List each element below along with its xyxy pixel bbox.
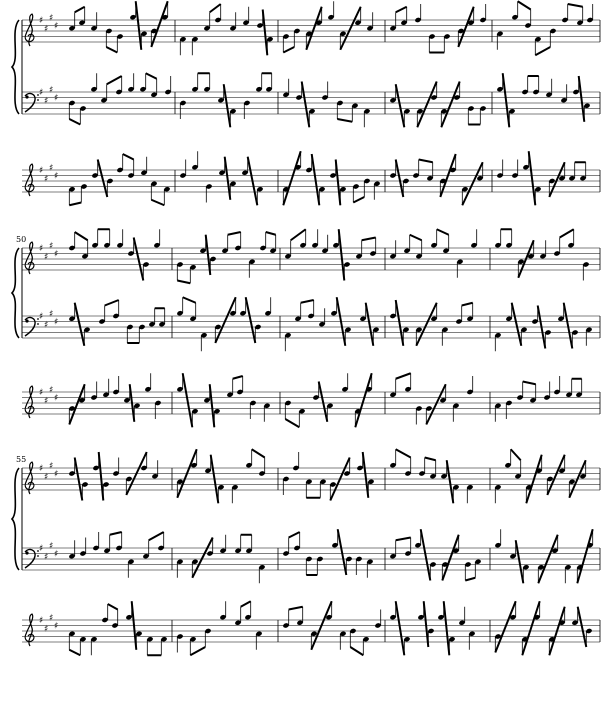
note-beam [424,601,429,647]
sharp-icon: ♯ [49,385,54,396]
note-beam [419,160,433,163]
note-beam [210,4,221,12]
note-beam [69,650,80,656]
sharp-icon: ♯ [44,552,49,563]
sharp-icon: ♯ [39,16,44,26]
note-beam [283,47,294,53]
note-beam [462,162,482,205]
sharp-icon: ♯ [39,616,44,626]
note-beam [98,160,108,198]
note-beam [396,601,405,655]
sharp-icon: ♯ [39,166,44,176]
note-beam [177,281,190,284]
sharp-icon: ♯ [44,320,49,331]
note-beam [99,452,104,501]
staff [22,297,600,351]
note-beam [123,154,134,160]
sharp-icon: ♯ [49,461,54,472]
note-beam [410,235,422,241]
note-beam [75,232,88,240]
note-beam [233,376,243,379]
note-beam [396,84,405,127]
note-beam [285,419,299,427]
sharp-icon: ♯ [44,174,49,185]
sharp-icon: ♯ [54,171,59,182]
note-beam [577,529,592,583]
note-beam [151,200,164,206]
note-beam [312,154,320,205]
note-beam [69,384,84,424]
sharp-icon: ♯ [49,163,54,174]
note-beam [190,647,205,655]
treble-clef-icon [25,614,34,646]
sharp-icon: ♯ [49,85,54,96]
sharp-icon: ♯ [44,96,49,107]
note-beam [355,373,371,427]
sharp-icon: ♯ [44,252,49,263]
note-beam [151,1,167,47]
note-beam [366,303,374,346]
note-beam [302,82,310,128]
sharp-icon: ♯ [49,613,54,624]
note-beam [206,235,211,275]
note-beam [266,232,276,235]
note-beam [447,460,454,503]
note-beam [69,203,81,206]
note-beam [522,601,539,655]
sharp-icon: ♯ [54,93,59,104]
note-beam [340,7,360,50]
treble-clef-icon [25,14,34,46]
bass-clef-dot [37,99,39,101]
note-beam [336,160,341,206]
bass-clef-dot [37,323,39,325]
note-beam [225,157,231,200]
note-beam [396,373,411,379]
sharp-icon: ♯ [44,396,49,407]
brace-icon [12,468,19,570]
note-beam [339,229,345,280]
bass-clef-dot [37,555,39,557]
note-beam [578,607,587,647]
note-beam [105,300,119,306]
note-beam [516,540,524,583]
note-beam [523,382,536,385]
note-beam [444,601,450,655]
note-beam [337,119,352,122]
staff [22,151,600,205]
staff [22,229,600,283]
note-beam [511,449,521,460]
note-beam [107,76,122,84]
note-beam [442,535,458,581]
note-beam [319,382,328,422]
note-beam [301,300,314,303]
note-beam [228,232,241,235]
note-beam [396,160,404,198]
note-beam [106,47,117,53]
sharp-icon: ♯ [39,464,44,474]
note-beam [75,7,85,13]
note-beam [462,303,473,306]
note-beam [426,384,445,424]
sharp-icon: ♯ [54,393,59,404]
sharp-icon: ♯ [39,388,44,398]
sharp-icon: ♯ [39,88,44,98]
note-beam [396,7,407,13]
note-beam [529,151,536,205]
brace-icon [12,20,19,114]
sharp-icon: ♯ [44,624,49,635]
measure-number: 55 [16,455,27,464]
note-beam [518,1,531,9]
note-beam [396,449,411,457]
sharp-icon: ♯ [49,541,54,552]
sharp-icon: ♯ [44,472,49,483]
system [12,449,600,655]
treble-clef-icon [25,242,34,274]
treble-clef-icon [25,462,34,494]
note-beam [363,452,369,498]
sharp-icon: ♯ [49,13,54,24]
note-beam [306,7,321,50]
staff [22,449,600,503]
note-beam [110,532,122,535]
sharp-icon: ♯ [39,312,44,322]
systems-layer [12,1,600,655]
note-beam [512,303,522,346]
note-beam [396,300,404,346]
note-beam [417,82,436,128]
brace-icon [12,248,19,338]
sharp-icon: ♯ [39,244,44,254]
bass-clef-dot [25,95,28,98]
note-beam [503,73,510,127]
note-beam [338,529,347,575]
note-beam [495,601,515,652]
staff [22,73,600,127]
note-beam [437,229,449,235]
note-beam [289,607,303,610]
sharp-icon: ♯ [54,621,59,632]
sharp-icon: ♯ [54,469,59,480]
note-beam [210,384,215,427]
sharp-icon: ♯ [54,549,59,560]
note-beam [108,604,118,610]
note-beam [441,82,459,128]
note-beam [192,538,212,578]
note-beam [362,238,376,241]
treble-clef-icon [25,386,34,418]
system [12,1,600,205]
note-beam [146,73,157,79]
staff [22,529,600,583]
note-beam [353,197,364,203]
bass-clef-dot [25,551,28,554]
sharp-icon: ♯ [49,241,54,252]
note-beam [183,297,196,303]
note-beam [291,229,306,240]
note-beam [560,229,574,237]
note-beam [289,532,300,538]
note-beam [75,303,85,346]
note-beam [465,578,475,581]
note-beam [246,297,256,343]
system [12,229,600,427]
note-beam [579,76,585,122]
note-beam [416,303,436,346]
note-beam [241,601,251,607]
note-beam [183,373,193,427]
bass-clef-dot [25,319,28,322]
note-beam [547,455,564,495]
note-beam [421,529,431,580]
sharp-icon: ♯ [44,24,49,35]
sharp-icon: ♯ [54,21,59,32]
note-beam [283,151,300,205]
note-beam [396,538,411,541]
note-beam [149,532,164,540]
staff [22,373,600,427]
note-beam [535,47,550,55]
sharp-icon: ♯ [49,309,54,320]
note-beam [568,4,583,7]
note-beam [263,10,268,56]
sharp-icon: ♯ [54,249,59,260]
sharp-icon: ♯ [54,317,59,328]
measure-number: 50 [16,235,27,244]
note-beam [215,297,235,343]
note-beam [224,84,231,127]
note-beam [69,119,80,125]
note-beam [458,7,473,47]
note-beam [350,647,363,655]
treble-clef-icon [25,164,34,196]
sharp-icon: ♯ [39,544,44,554]
staff [22,1,600,55]
note-beam [425,458,436,461]
note-beam [564,303,573,349]
staff [22,601,600,655]
note-beam [252,449,265,457]
